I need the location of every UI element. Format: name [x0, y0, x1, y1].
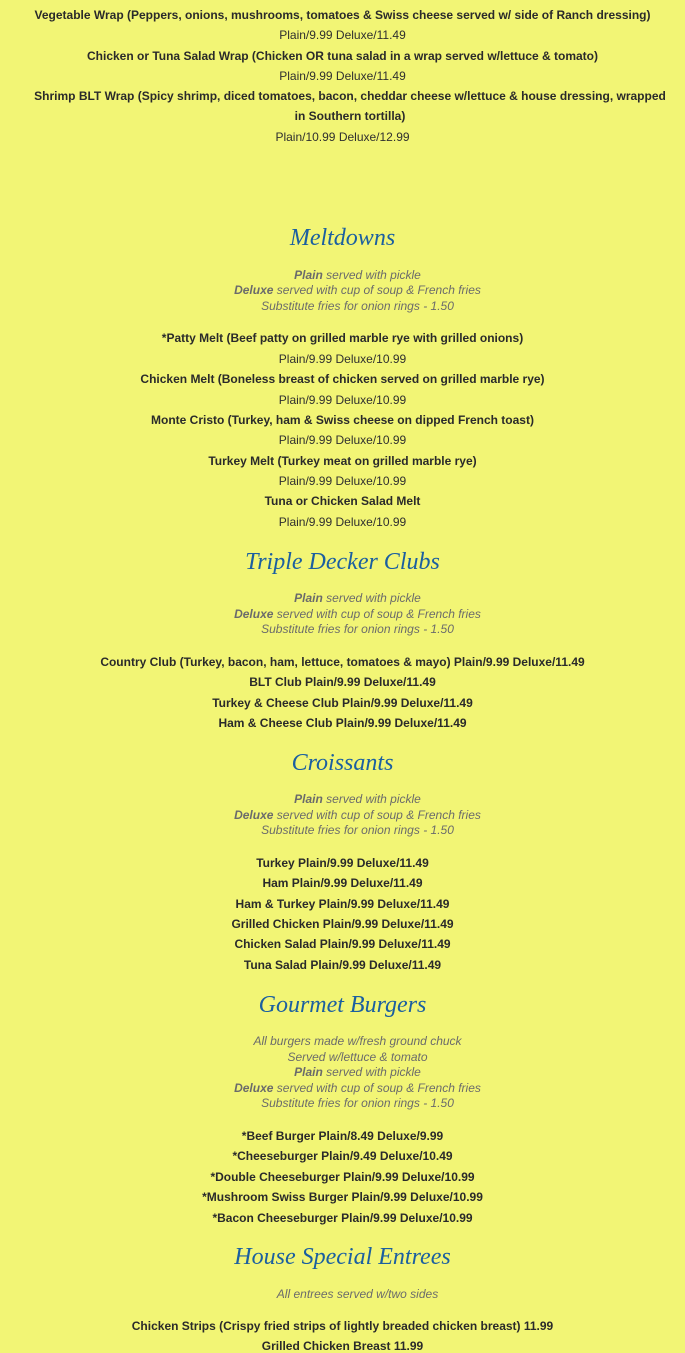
- plain-note: [0, 268, 685, 282]
- deluxe-note: [0, 283, 685, 297]
- deluxe-note-text: served with cup of soup & French fries: [273, 1081, 481, 1095]
- deluxe-label: Deluxe: [234, 1081, 274, 1095]
- menu-item-price: Plain/9.99 Deluxe/10.99: [278, 474, 407, 488]
- deluxe-note: [0, 808, 685, 822]
- section-title-meltdowns: Meltdowns: [289, 225, 396, 251]
- vegetable-wrap-price: Plain/9.99 Deluxe/11.49: [279, 28, 406, 42]
- section-title-entrees: House Special Entrees: [234, 1244, 451, 1270]
- substitute-note: Substitute fries for onion rings - 1.50: [261, 622, 454, 636]
- menu-item: Chicken Melt (Boneless breast of chicken served on grilled marble rye): [140, 372, 545, 386]
- menu-item-price: Plain/9.99 Deluxe/10.99: [278, 515, 407, 529]
- menu-item: Tuna Salad Plain/9.99 Deluxe/11.49: [243, 958, 442, 972]
- menu-item: *Beef Burger Plain/8.49 Deluxe/9.99: [241, 1129, 444, 1143]
- menu-item: *Patty Melt (Beef patty on grilled marble rye with grilled onions): [161, 331, 524, 345]
- chicken-tuna-wrap-price: Plain/9.99 Deluxe/11.49: [279, 69, 406, 83]
- menu-item: *Double Cheeseburger Plain/9.99 Deluxe/10.99: [210, 1170, 475, 1184]
- menu-item: Ham & Cheese Club Plain/9.99 Deluxe/11.49: [218, 716, 467, 730]
- menu-item: BLT Club Plain/9.99 Deluxe/11.49: [249, 675, 436, 689]
- menu-item: *Mushroom Swiss Burger Plain/9.99 Deluxe/10.99: [202, 1190, 483, 1204]
- menu-item: Turkey Plain/9.99 Deluxe/11.49: [256, 856, 429, 870]
- deluxe-note-text: served with cup of soup & French fries: [273, 283, 481, 297]
- deluxe-note: [0, 1081, 685, 1095]
- menu-item: Ham & Turkey Plain/9.99 Deluxe/11.49: [235, 897, 450, 911]
- shrimp-blt-wrap-item: Shrimp BLT Wrap (Spicy shrimp, diced tomatoes, bacon, cheddar cheese w/lettuce & house dressing, wrapped in Southern tortilla): [34, 89, 666, 123]
- shrimp-blt-wrap-price: Plain/10.99 Deluxe/12.99: [275, 130, 410, 144]
- substitute-note: Substitute fries for onion rings - 1.50: [261, 299, 454, 313]
- menu-item: Turkey & Cheese Club Plain/9.99 Deluxe/11.49: [212, 696, 473, 710]
- deluxe-note: [0, 607, 685, 621]
- plain-note-text: served with pickle: [322, 268, 421, 282]
- deluxe-note-text: served with cup of soup & French fries: [273, 808, 481, 822]
- substitute-note: Substitute fries for onion rings - 1.50: [261, 1096, 454, 1110]
- menu-item: Grilled Chicken Plain/9.99 Deluxe/11.49: [231, 917, 454, 931]
- menu-item: Turkey Melt (Turkey meat on grilled marble rye): [208, 454, 477, 468]
- menu-item: Chicken Salad Plain/9.99 Deluxe/11.49: [234, 937, 451, 951]
- section-title-croissants: Croissants: [291, 750, 394, 776]
- plain-note-text: served with pickle: [322, 792, 421, 806]
- plain-note-text: served with pickle: [322, 1065, 421, 1079]
- menu-item: Ham Plain/9.99 Deluxe/11.49: [262, 876, 423, 890]
- plain-label: Plain: [294, 792, 323, 806]
- menu-item-price: Plain/9.99 Deluxe/10.99: [278, 393, 407, 407]
- menu-item: Chicken Strips (Crispy fried strips of lightly breaded chicken breast) 11.99: [131, 1319, 554, 1333]
- plain-note: [0, 591, 685, 605]
- menu-item-price: Plain/9.99 Deluxe/10.99: [278, 433, 407, 447]
- menu-item: Tuna or Chicken Salad Melt: [264, 494, 421, 508]
- menu-item: Country Club (Turkey, bacon, ham, lettuce, tomatoes & mayo) Plain/9.99 Deluxe/11.49: [100, 655, 585, 669]
- deluxe-note-text: served with cup of soup & French fries: [273, 607, 481, 621]
- deluxe-label: Deluxe: [234, 607, 274, 621]
- menu-item-price: Plain/9.99 Deluxe/10.99: [278, 352, 407, 366]
- menu-item: Grilled Chicken Breast 11.99: [261, 1339, 424, 1353]
- menu-item: Monte Cristo (Turkey, ham & Swiss cheese on dipped French toast): [151, 413, 534, 427]
- section-title-burgers: Gourmet Burgers: [258, 992, 427, 1018]
- plain-label: Plain: [294, 268, 323, 282]
- vegetable-wrap-item: Vegetable Wrap (Peppers, onions, mushrooms, tomatoes & Swiss cheese served w/ side of Ranch dressing): [34, 8, 651, 22]
- plain-note: [0, 792, 685, 806]
- menu-item: *Bacon Cheeseburger Plain/9.99 Deluxe/10.99: [212, 1211, 473, 1225]
- burger-note: Served w/lettuce & tomato: [287, 1050, 428, 1064]
- substitute-note: Substitute fries for onion rings - 1.50: [261, 823, 454, 837]
- section-title-clubs: Triple Decker Clubs: [245, 549, 440, 575]
- chicken-tuna-wrap-item: Chicken or Tuna Salad Wrap (Chicken OR tuna salad in a wrap served w/lettuce & tomato): [86, 49, 598, 63]
- plain-label: Plain: [294, 591, 323, 605]
- plain-note: [0, 1065, 685, 1079]
- burger-note: All burgers made w/fresh ground chuck: [253, 1034, 462, 1048]
- deluxe-label: Deluxe: [234, 283, 274, 297]
- menu-item: *Cheeseburger Plain/9.49 Deluxe/10.49: [232, 1149, 453, 1163]
- plain-label: Plain: [294, 1065, 323, 1079]
- plain-note-text: served with pickle: [322, 591, 421, 605]
- deluxe-label: Deluxe: [234, 808, 274, 822]
- entree-note: All entrees served w/two sides: [276, 1287, 439, 1301]
